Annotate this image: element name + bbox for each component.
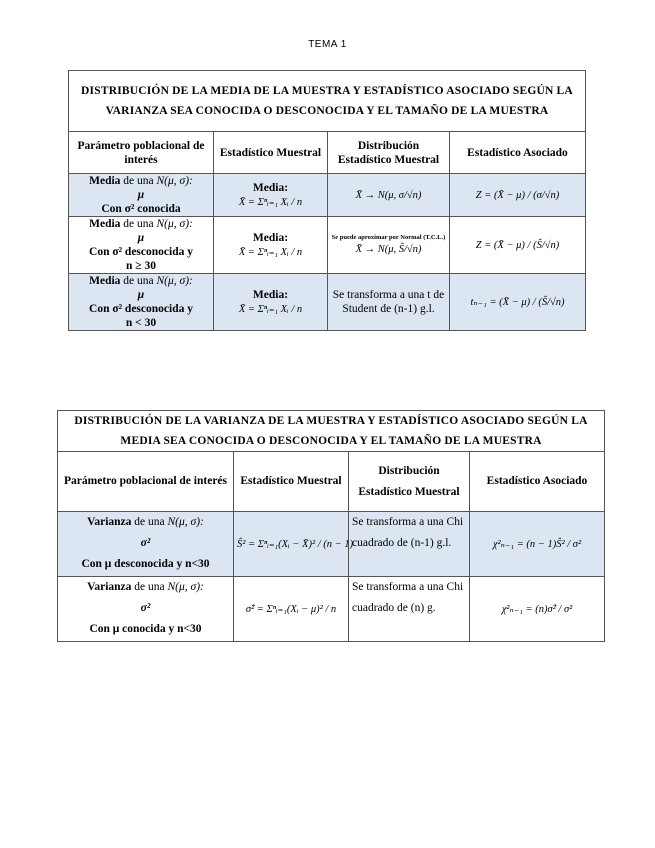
table-row: [58, 512, 605, 577]
distribution-cell: [349, 512, 470, 577]
parameter-of: de una: [134, 581, 165, 593]
statistic-cell: [234, 577, 349, 642]
statistic-label: Media:: [252, 231, 289, 244]
distribution-text: Se transforma a una Chi cuadrado de (n) g.: [352, 581, 464, 614]
statistic-label: Media:: [252, 288, 289, 301]
parameter-distribution: N(μ, σ):: [156, 175, 193, 187]
statistic-formula: σ̂² = Σⁿᵢ₌₁(Xᵢ − μ)² / n: [245, 603, 337, 615]
distribution-text: Se transforma a una t de Student de (n-1) g.l.: [332, 289, 445, 315]
parameter-word: Varianza: [87, 516, 132, 528]
parameter-cell: [69, 274, 214, 331]
table1-header-parameter: Parámetro poblacional de interés: [69, 132, 214, 174]
associated-cell: [450, 217, 586, 274]
statistic-cell: [214, 217, 328, 274]
statistic-formula: X̄ = Σⁿᵢ₌₁ Xᵢ / n: [238, 196, 303, 208]
parameter-distribution: N(μ, σ):: [156, 218, 193, 230]
parameter-cell: [58, 577, 234, 642]
table1-title: DISTRIBUCIÓN DE LA MEDIA DE LA MUESTRA Y ESTADÍSTICO ASOCIADO SEGÚN LA VARIANZA SEA CONOCIDA O DESCONOCIDA Y EL TAMAÑO DE LA MUESTRA: [69, 71, 586, 132]
parameter-distribution: N(μ, σ):: [167, 516, 204, 528]
statistic-formula: Ŝ² = Σⁿᵢ₌₁(Xᵢ − X̄)² / (n − 1): [237, 538, 354, 550]
mean-distribution-table: [68, 70, 586, 331]
table-row: [58, 577, 605, 642]
distribution-formula: X̄ → N(μ, Ŝ/√n): [355, 243, 422, 255]
parameter-distribution: N(μ, σ):: [167, 581, 204, 593]
parameter-symbol: σ²: [140, 537, 151, 549]
table-row: [69, 274, 586, 331]
parameter-condition-extra: n ≥ 30: [126, 260, 156, 272]
parameter-condition: Con μ conocida y n<30: [89, 623, 202, 635]
associated-cell: [470, 512, 605, 577]
distribution-note: Se puede aproximar por Normal (T.C.L.): [331, 233, 446, 241]
statistic-formula: X̄ = Σⁿᵢ₌₁ Xᵢ / n: [238, 246, 303, 258]
associated-formula: Z = (X̄ − μ) / (Ŝ/√n): [475, 239, 560, 251]
parameter-symbol: σ²: [140, 602, 151, 614]
table-row: [69, 217, 586, 274]
parameter-symbol: μ: [137, 289, 145, 301]
table2-header-associated: Estadístico Asociado: [470, 452, 605, 512]
parameter-cell: [69, 217, 214, 274]
parameter-word: Media: [89, 175, 121, 187]
parameter-condition: Con σ² conocida: [101, 203, 181, 215]
parameter-of: de una: [123, 175, 154, 187]
table1-header-statistic: Estadístico Muestral: [214, 132, 328, 174]
associated-formula: Z = (X̄ − μ) / (σ/√n): [475, 189, 560, 201]
statistic-cell: [214, 274, 328, 331]
distribution-cell: [328, 274, 450, 331]
variance-distribution-table: [57, 410, 605, 642]
parameter-condition-extra: n < 30: [125, 317, 157, 329]
parameter-condition: Con σ² desconocida y: [89, 246, 193, 258]
statistic-formula: X̄ = Σⁿᵢ₌₁ Xᵢ / n: [238, 303, 303, 315]
distribution-text: Se transforma a una Chi cuadrado de (n-1) g.l.: [352, 516, 464, 549]
parameter-of: de una: [134, 516, 165, 528]
statistic-cell: [214, 174, 328, 217]
parameter-cell: [58, 512, 234, 577]
parameter-cell: [69, 174, 214, 217]
statistic-cell: [234, 512, 354, 577]
parameter-of: de una: [123, 218, 154, 230]
parameter-word: Media: [89, 275, 121, 287]
table2-header-parameter: Parámetro poblacional de interés: [58, 452, 234, 512]
associated-formula: tₙ₋₁ = (X̄ − μ) / (Ŝ/√n): [470, 296, 565, 308]
associated-formula: χ²ₙ₋₁ = (n − 1)Ŝ² / σ²: [492, 538, 582, 550]
parameter-symbol: μ: [137, 189, 145, 201]
table1-header-associated: Estadístico Asociado: [450, 132, 586, 174]
table2-header-statistic: Estadístico Muestral: [234, 452, 349, 512]
table2-title: DISTRIBUCIÓN DE LA VARIANZA DE LA MUESTRA Y ESTADÍSTICO ASOCIADO SEGÚN LA MEDIA SEA CONOCIDA O DESCONOCIDA Y EL TAMAÑO DE LA MUESTRA: [58, 411, 605, 452]
table-row: [69, 174, 586, 217]
distribution-cell: [328, 217, 450, 274]
associated-formula: χ²ₙ₋₁ = (n)σ̂² / σ²: [501, 603, 573, 615]
statistic-label: Media:: [252, 181, 289, 194]
associated-cell: [470, 577, 605, 642]
distribution-cell: [328, 174, 450, 217]
parameter-word: Varianza: [87, 581, 132, 593]
associated-cell: [450, 274, 586, 331]
page-header: TEMA 1: [308, 39, 347, 50]
table1-header-distribution: Distribución Estadístico Muestral: [328, 132, 450, 174]
parameter-condition: Con μ desconocida y n<30: [81, 558, 210, 570]
distribution-formula: X̄ → N(μ, σ/√n): [355, 189, 422, 201]
parameter-symbol: μ: [137, 232, 145, 244]
parameter-condition: Con σ² desconocida y: [89, 303, 193, 315]
distribution-cell: [349, 577, 470, 642]
parameter-of: de una: [123, 275, 154, 287]
parameter-distribution: N(μ, σ):: [156, 275, 193, 287]
associated-cell: [450, 174, 586, 217]
table2-header-distribution: Distribución Estadístico Muestral: [349, 452, 470, 512]
parameter-word: Media: [89, 218, 121, 230]
